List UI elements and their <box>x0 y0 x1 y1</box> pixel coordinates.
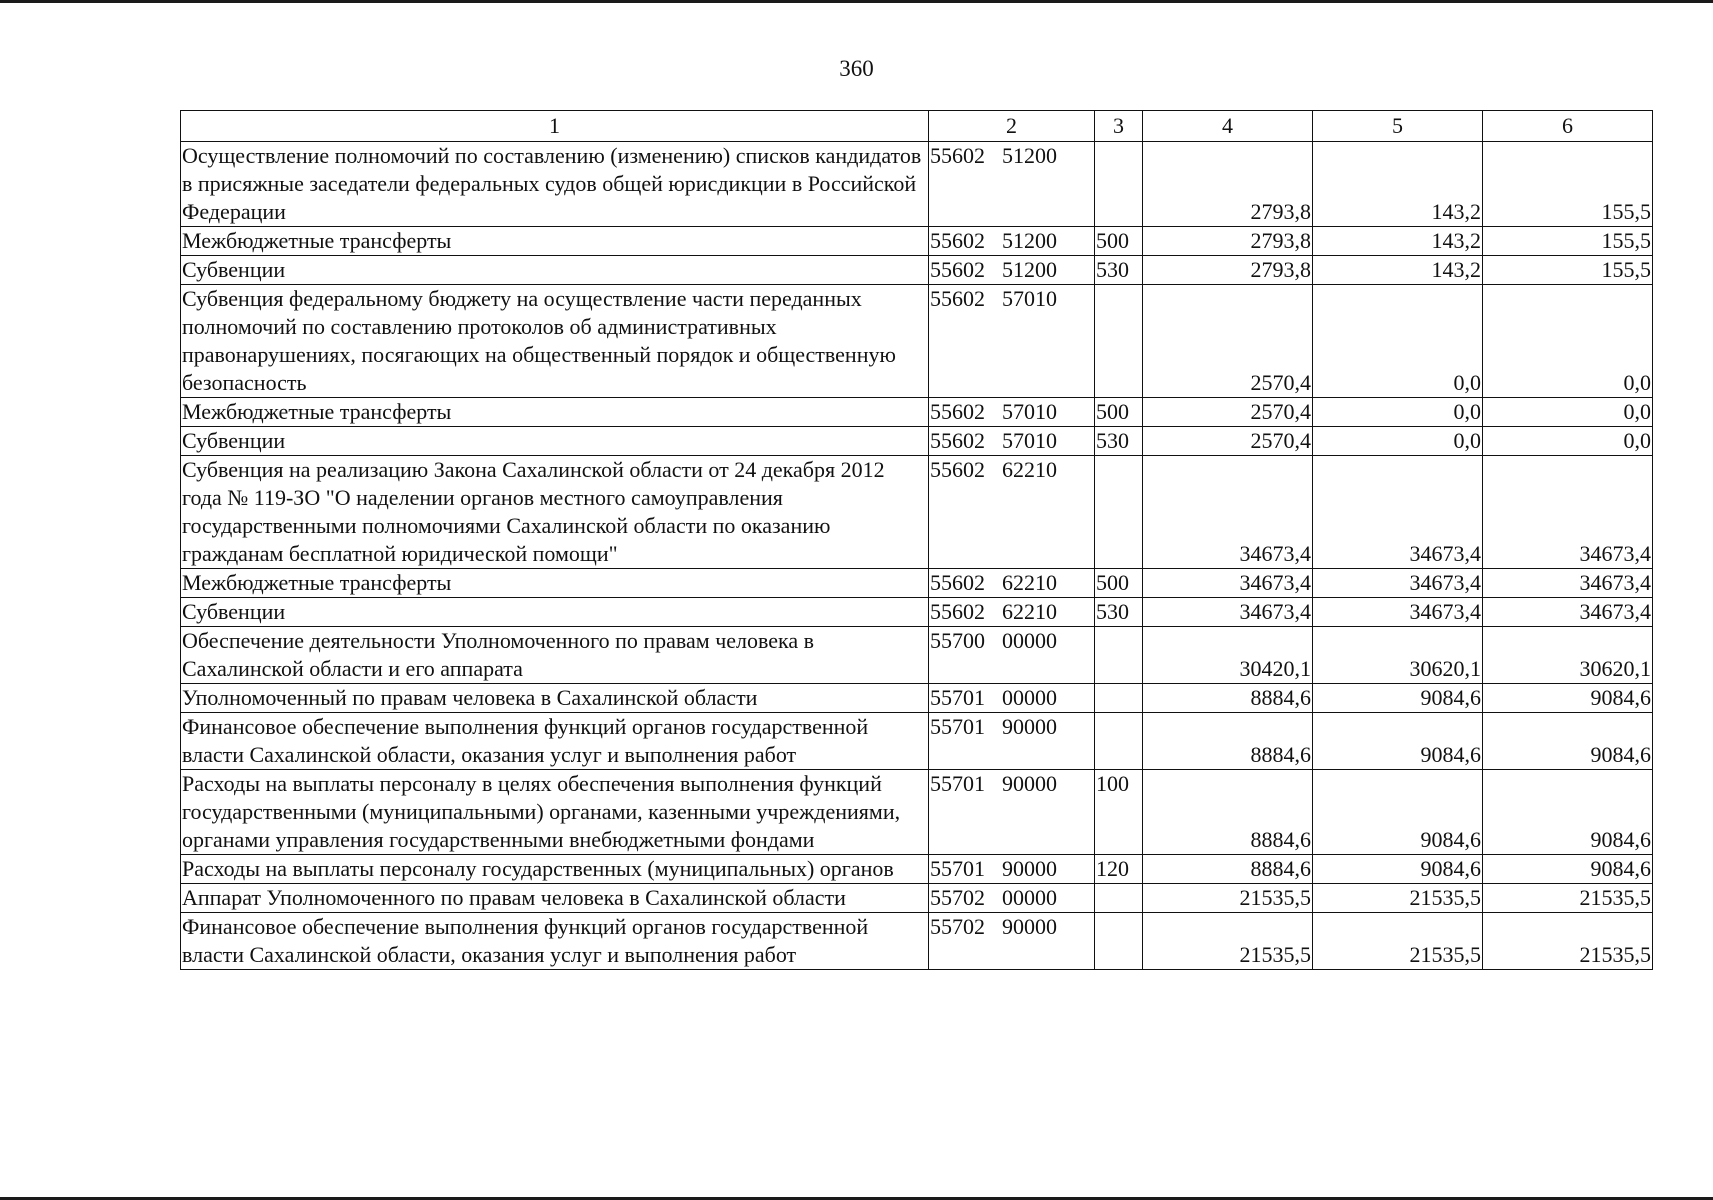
row-expense-type: 530 <box>1095 427 1143 456</box>
row-expense-type: 530 <box>1095 256 1143 285</box>
row-value-col5: 9084,6 <box>1313 770 1483 855</box>
row-value-col6: 155,5 <box>1483 256 1653 285</box>
row-expense-type: 530 <box>1095 598 1143 627</box>
row-code <box>929 227 1095 256</box>
row-name: Обеспечение деятельности Уполномоченного по правам человека в Сахалинской области и его аппарата <box>181 627 929 684</box>
row-value-col4: 30420,1 <box>1143 627 1313 684</box>
row-code-program: 55702 <box>930 885 985 910</box>
scan-top-edge <box>0 0 1713 3</box>
table-row <box>181 713 1653 770</box>
row-value-col5: 9084,6 <box>1313 713 1483 770</box>
row-expense-type <box>1095 884 1143 913</box>
row-name: Аппарат Уполномоченного по правам человека в Сахалинской области <box>181 884 929 913</box>
row-value-col6: 9084,6 <box>1483 770 1653 855</box>
row-value-col5: 21535,5 <box>1313 884 1483 913</box>
row-code-direction: 57010 <box>1002 286 1057 311</box>
row-name: Субвенции <box>181 598 929 627</box>
row-code-direction: 51200 <box>1002 257 1057 282</box>
row-value-col5: 34673,4 <box>1313 569 1483 598</box>
row-name: Финансовое обеспечение выполнения функций органов государственной власти Сахалинской области, оказания услуг и выполнения работ <box>181 713 929 770</box>
row-code-program: 55701 <box>930 685 985 710</box>
row-code-program: 55701 <box>930 856 985 881</box>
row-value-col6: 155,5 <box>1483 142 1653 227</box>
row-code-program: 55602 <box>930 457 985 482</box>
row-code <box>929 855 1095 884</box>
table-row <box>181 256 1653 285</box>
row-code <box>929 398 1095 427</box>
row-name: Уполномоченный по правам человека в Сахалинской области <box>181 684 929 713</box>
row-value-col6: 34673,4 <box>1483 598 1653 627</box>
row-value-col4: 2570,4 <box>1143 285 1313 398</box>
row-code-direction: 57010 <box>1002 428 1057 453</box>
table-row <box>181 770 1653 855</box>
table-row <box>181 627 1653 684</box>
row-value-col4: 21535,5 <box>1143 884 1313 913</box>
table-row <box>181 598 1653 627</box>
row-value-col6: 9084,6 <box>1483 713 1653 770</box>
row-code-program: 55602 <box>930 228 985 253</box>
row-value-col4: 2570,4 <box>1143 398 1313 427</box>
row-expense-type <box>1095 627 1143 684</box>
row-value-col4: 8884,6 <box>1143 855 1313 884</box>
row-name: Субвенция на реализацию Закона Сахалинской области от 24 декабря 2012 года № 119-ЗО "О наделении органов местного самоуправления государственными полномочиями Сахалинской области по оказанию гражданам бесплатной юридической помощи" <box>181 456 929 569</box>
header-col-5: 5 <box>1313 111 1483 142</box>
table-row <box>181 285 1653 398</box>
row-value-col6: 0,0 <box>1483 285 1653 398</box>
row-code <box>929 684 1095 713</box>
row-code <box>929 913 1095 970</box>
row-code-direction: 00000 <box>1002 685 1057 710</box>
table-row <box>181 913 1653 970</box>
row-code-direction: 57010 <box>1002 399 1057 424</box>
row-name: Расходы на выплаты персоналу государственных (муниципальных) органов <box>181 855 929 884</box>
row-code <box>929 285 1095 398</box>
row-code <box>929 884 1095 913</box>
row-name: Субвенция федеральному бюджету на осуществление части переданных полномочий по составлению протоколов об административных правонарушениях, посягающих на общественный порядок и общественную безопасность <box>181 285 929 398</box>
row-code-program: 55602 <box>930 399 985 424</box>
table-row <box>181 569 1653 598</box>
row-code-program: 55701 <box>930 771 985 796</box>
row-value-col4: 34673,4 <box>1143 569 1313 598</box>
page-number: 360 <box>839 56 874 81</box>
row-name: Межбюджетные трансферты <box>181 569 929 598</box>
row-expense-type: 500 <box>1095 398 1143 427</box>
table-row <box>181 684 1653 713</box>
row-value-col5: 34673,4 <box>1313 456 1483 569</box>
row-name: Финансовое обеспечение выполнения функций органов государственной власти Сахалинской области, оказания услуг и выполнения работ <box>181 913 929 970</box>
row-code <box>929 713 1095 770</box>
row-code <box>929 770 1095 855</box>
row-value-col6: 0,0 <box>1483 398 1653 427</box>
row-code-program: 55602 <box>930 286 985 311</box>
row-value-col6: 34673,4 <box>1483 456 1653 569</box>
table-row <box>181 427 1653 456</box>
row-expense-type <box>1095 684 1143 713</box>
row-value-col5: 0,0 <box>1313 427 1483 456</box>
row-code-direction: 90000 <box>1002 714 1057 739</box>
budget-table <box>180 110 1653 970</box>
row-code <box>929 427 1095 456</box>
row-code-direction: 62210 <box>1002 570 1057 595</box>
row-value-col5: 143,2 <box>1313 227 1483 256</box>
row-code-direction: 90000 <box>1002 771 1057 796</box>
row-value-col6: 9084,6 <box>1483 684 1653 713</box>
row-value-col4: 2793,8 <box>1143 256 1313 285</box>
table-body <box>181 142 1653 970</box>
row-code-direction: 62210 <box>1002 599 1057 624</box>
row-value-col5: 30620,1 <box>1313 627 1483 684</box>
row-code-direction: 51200 <box>1002 143 1057 168</box>
row-name: Межбюджетные трансферты <box>181 398 929 427</box>
row-code <box>929 142 1095 227</box>
row-code-program: 55602 <box>930 257 985 282</box>
row-value-col4: 2793,8 <box>1143 227 1313 256</box>
row-expense-type <box>1095 285 1143 398</box>
row-value-col6: 34673,4 <box>1483 569 1653 598</box>
row-name: Межбюджетные трансферты <box>181 227 929 256</box>
header-col-1: 1 <box>181 111 929 142</box>
row-value-col4: 8884,6 <box>1143 684 1313 713</box>
row-code <box>929 627 1095 684</box>
table-row <box>181 456 1653 569</box>
header-col-4: 4 <box>1143 111 1313 142</box>
row-value-col4: 8884,6 <box>1143 770 1313 855</box>
row-value-col5: 21535,5 <box>1313 913 1483 970</box>
row-value-col6: 30620,1 <box>1483 627 1653 684</box>
row-value-col4: 8884,6 <box>1143 713 1313 770</box>
table-row <box>181 855 1653 884</box>
row-code-direction: 00000 <box>1002 885 1057 910</box>
row-expense-type <box>1095 142 1143 227</box>
row-value-col4: 2570,4 <box>1143 427 1313 456</box>
row-value-col6: 9084,6 <box>1483 855 1653 884</box>
row-value-col6: 21535,5 <box>1483 913 1653 970</box>
row-name: Субвенции <box>181 256 929 285</box>
row-code-program: 55700 <box>930 628 985 653</box>
row-value-col6: 155,5 <box>1483 227 1653 256</box>
row-value-col5: 9084,6 <box>1313 684 1483 713</box>
row-value-col5: 0,0 <box>1313 398 1483 427</box>
row-value-col6: 0,0 <box>1483 427 1653 456</box>
row-expense-type: 500 <box>1095 569 1143 598</box>
row-code <box>929 256 1095 285</box>
row-code <box>929 598 1095 627</box>
row-code-direction: 51200 <box>1002 228 1057 253</box>
row-name: Расходы на выплаты персоналу в целях обеспечения выполнения функций государственными (муниципальными) органами, казенными учреждениями, органами управления государственными внебюджетными фондами <box>181 770 929 855</box>
row-code-program: 55602 <box>930 428 985 453</box>
table-row <box>181 884 1653 913</box>
row-expense-type: 120 <box>1095 855 1143 884</box>
table-row <box>181 398 1653 427</box>
row-code-program: 55602 <box>930 570 985 595</box>
row-value-col5: 9084,6 <box>1313 855 1483 884</box>
row-value-col4: 21535,5 <box>1143 913 1313 970</box>
header-col-3: 3 <box>1095 111 1143 142</box>
header-col-2: 2 <box>929 111 1095 142</box>
row-code-direction: 90000 <box>1002 914 1057 939</box>
row-expense-type: 500 <box>1095 227 1143 256</box>
row-value-col4: 34673,4 <box>1143 456 1313 569</box>
row-value-col5: 143,2 <box>1313 142 1483 227</box>
row-code-program: 55702 <box>930 914 985 939</box>
row-code-direction: 90000 <box>1002 856 1057 881</box>
row-code <box>929 569 1095 598</box>
row-value-col5: 34673,4 <box>1313 598 1483 627</box>
header-col-6: 6 <box>1483 111 1653 142</box>
row-name: Осуществление полномочий по составлению (изменению) списков кандидатов в присяжные заседатели федеральных судов общей юрисдикции в Российской Федерации <box>181 142 929 227</box>
row-name: Субвенции <box>181 427 929 456</box>
table-row <box>181 142 1653 227</box>
row-code-program: 55602 <box>930 143 985 168</box>
row-expense-type <box>1095 456 1143 569</box>
row-value-col5: 143,2 <box>1313 256 1483 285</box>
row-expense-type: 100 <box>1095 770 1143 855</box>
row-code-direction: 00000 <box>1002 628 1057 653</box>
row-value-col5: 0,0 <box>1313 285 1483 398</box>
row-value-col6: 21535,5 <box>1483 884 1653 913</box>
row-code-program: 55602 <box>930 599 985 624</box>
row-expense-type <box>1095 713 1143 770</box>
row-value-col4: 2793,8 <box>1143 142 1313 227</box>
table-row <box>181 227 1653 256</box>
row-value-col4: 34673,4 <box>1143 598 1313 627</box>
row-code-program: 55701 <box>930 714 985 739</box>
row-code-direction: 62210 <box>1002 457 1057 482</box>
row-code <box>929 456 1095 569</box>
table-header-row <box>181 111 1653 142</box>
row-expense-type <box>1095 913 1143 970</box>
